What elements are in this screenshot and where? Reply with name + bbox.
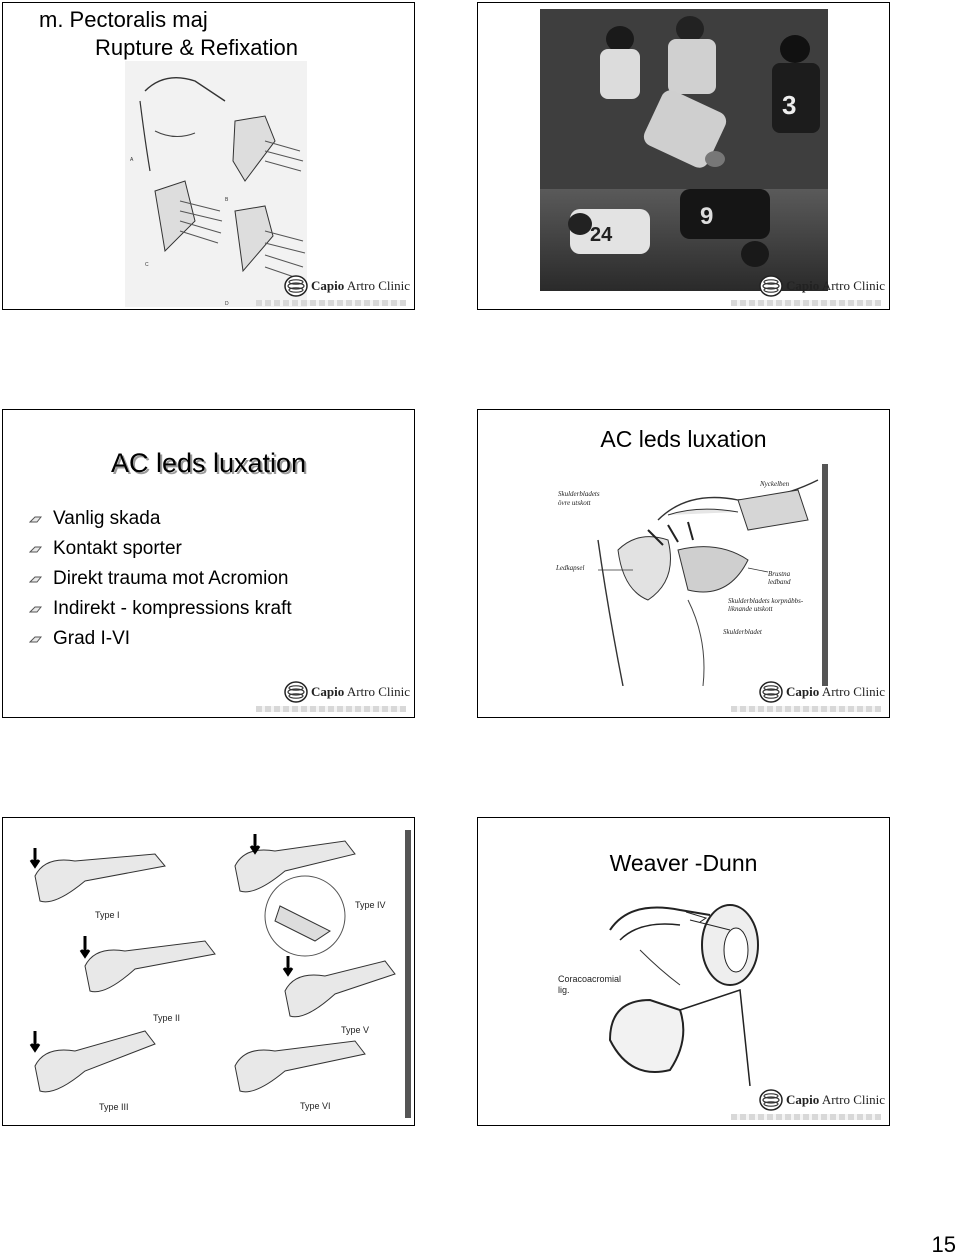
svg-text:Type VI: Type VI (300, 1101, 331, 1111)
logo-strip (731, 706, 881, 712)
capio-logo: Capio Artro Clinic (759, 1088, 885, 1112)
slide-title: Weaver -Dunn (609, 850, 758, 876)
list-item: Indirekt - kompressions kraft (29, 594, 292, 624)
logo-strip (256, 300, 406, 306)
ac-joint-anatomy-illustration (538, 460, 828, 686)
svg-text:Type II: Type II (153, 1013, 181, 1023)
bullet-icon (29, 575, 42, 584)
bullet-list (29, 504, 292, 654)
page-number: 15 (931, 1232, 956, 1257)
slide-football-photo (477, 2, 890, 310)
capio-logo: Capio Artro Clinic (759, 680, 885, 704)
capio-logo-icon (759, 1088, 783, 1112)
slide-title: AC leds luxation (600, 426, 767, 452)
pectoralis-illustration (125, 61, 307, 307)
capio-logo-icon (284, 680, 308, 704)
slide-weaver-dunn (477, 817, 890, 1126)
slide-title-line2: Rupture & Refixation (95, 35, 298, 60)
list-item: Direkt trauma mot Acromion (29, 564, 292, 594)
capio-logo-icon (284, 274, 308, 298)
svg-text:3: 3 (782, 90, 797, 120)
svg-text:Skulderbladet: Skulderbladet (723, 628, 762, 636)
capio-logo-icon (759, 274, 783, 298)
svg-text:Skulderbladets korpnäbbs-: Skulderbladets korpnäbbs- (728, 597, 804, 605)
bullet-icon (29, 605, 42, 614)
logo-strip (731, 300, 881, 306)
list-item: Grad I-VI (29, 624, 292, 654)
svg-text:Nyckelben: Nyckelben (760, 480, 790, 488)
slide-ac-types (2, 817, 415, 1126)
weaver-dunn-illustration (550, 890, 822, 1086)
svg-text:Brustna: Brustna (768, 570, 791, 578)
svg-text:Ledkapsel: Ledkapsel (556, 564, 585, 572)
svg-text:Type I: Type I (95, 910, 120, 920)
bullet-icon (29, 545, 42, 554)
logo-strip (731, 1114, 881, 1120)
football-tackle-photo (540, 9, 828, 291)
bullet-icon (29, 515, 42, 524)
svg-text:Skulderbladets: Skulderbladets (558, 490, 600, 498)
bullet-icon (29, 635, 42, 644)
svg-text:Coracoacromial: Coracoacromial (558, 974, 622, 984)
logo-strip (256, 706, 406, 712)
capio-logo-icon (759, 680, 783, 704)
slide-pectoralis (2, 2, 415, 310)
svg-text:9: 9 (700, 203, 714, 230)
svg-text:Type III: Type III (99, 1102, 129, 1112)
svg-text:A: A (130, 157, 134, 163)
svg-text:D: D (225, 301, 229, 307)
svg-text:C: C (145, 262, 149, 268)
ac-separation-types-illustration (15, 826, 411, 1118)
svg-text:lig.: lig. (558, 985, 570, 995)
slide-ac-leds-bullets (2, 409, 415, 718)
capio-logo: Capio Artro Clinic (284, 680, 410, 704)
capio-logo: Capio Artro Clinic (759, 274, 885, 298)
slide-ac-leds-anatomy (477, 409, 890, 718)
list-item: Vanlig skada (29, 504, 292, 534)
svg-text:Type V: Type V (341, 1025, 370, 1035)
svg-text:Type IV: Type IV (355, 900, 386, 910)
svg-text:ledband: ledband (768, 578, 791, 586)
svg-text:B: B (225, 197, 229, 203)
svg-text:övre utskott: övre utskott (558, 499, 591, 507)
slide-title-line1: m. Pectoralis maj (39, 7, 208, 32)
capio-logo: Capio Artro Clinic (284, 274, 410, 298)
svg-text:24: 24 (590, 224, 613, 246)
list-item: Kontakt sporter (29, 534, 292, 564)
svg-text:liknande utskott: liknande utskott (728, 605, 773, 613)
slide-title: AC leds luxation (110, 448, 307, 478)
